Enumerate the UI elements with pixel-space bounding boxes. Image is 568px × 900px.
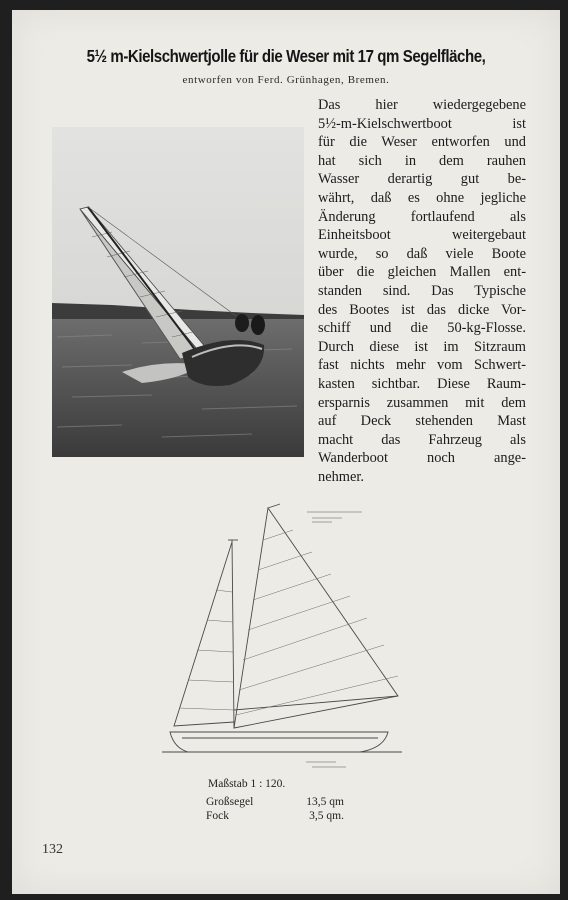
- body-line: 5½-m-Kielschwertboot ist: [318, 115, 526, 132]
- body-line: standen sind. Das Typische: [318, 282, 526, 299]
- body-line: über die gleichen Mallen ent-: [318, 264, 526, 281]
- page-number: 132: [42, 842, 63, 857]
- sailing-photo: [52, 127, 304, 457]
- sail-plan-image: [162, 500, 402, 780]
- body-line: für die Weser entworfen und: [318, 134, 526, 151]
- body-line: währt, daß es ohne jegliche: [318, 189, 526, 206]
- body-line: schiff und die 50-kg-Flosse.: [318, 320, 526, 337]
- body-line: fast nichts mehr vom Schwert-: [318, 357, 526, 374]
- body-line: Änderung fortlaufend als: [318, 208, 526, 225]
- sail-row: [206, 809, 344, 823]
- sailing-photo-image: [52, 127, 304, 457]
- scale-label: Maßstab 1 : 120.: [208, 778, 286, 790]
- body-line: ersparnis zusammen mit dem: [318, 394, 526, 411]
- book-page: [12, 10, 560, 894]
- sail-row: [206, 795, 344, 809]
- body-line: des Bootes ist das dicke Vor-: [318, 301, 526, 318]
- body-line: hat sich in dem rauhen: [318, 152, 526, 169]
- sail-name: Großsegel: [206, 796, 254, 808]
- sail-plan-drawing: [162, 500, 402, 780]
- page-subtitle: entworfen von Ferd. Grünhagen, Bremen.: [182, 74, 390, 86]
- page-title: 5½ m-Kielschwertjolle für die Weser mit 17 qm Segelfläche,: [86, 46, 486, 66]
- body-line: wurde, so daß viele Boote: [318, 245, 526, 262]
- body-line: Durch diese ist im Sitzraum: [318, 338, 526, 355]
- body-text: [318, 96, 526, 486]
- body-line: nehmer.: [318, 468, 364, 485]
- body-line: Wanderboot noch ange-: [318, 450, 526, 467]
- sail-area-table: [206, 795, 344, 823]
- body-line: Einheitsboot weitergebaut: [318, 227, 526, 244]
- sail-name: Fock: [206, 810, 229, 822]
- body-line: macht das Fahrzeug als: [318, 431, 526, 448]
- body-line: auf Deck stehenden Mast: [318, 413, 526, 430]
- sail-area: 3,5 qm.: [309, 810, 344, 822]
- sail-area: 13,5 qm: [306, 796, 344, 808]
- body-line: Das hier wiedergegebene: [318, 97, 526, 113]
- body-line: kasten sichtbar. Diese Raum-: [318, 375, 526, 392]
- body-line: Wasser derartig gut be-: [318, 171, 526, 188]
